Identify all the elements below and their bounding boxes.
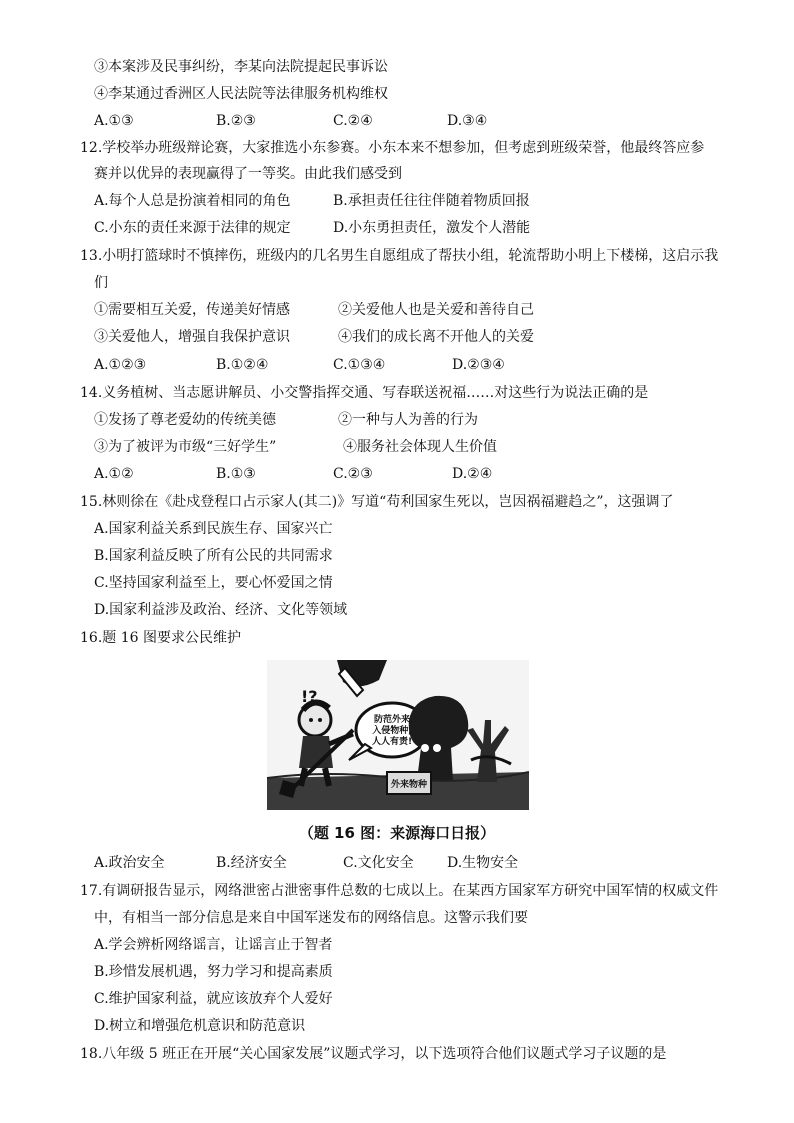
q14-option-b: B.①③ [216, 466, 256, 482]
q11-option-c: C.②④ [333, 113, 373, 129]
q18-stem: 18.八年级 5 班正在开展“关心国家发展”议题式学习，以下选项符合他们议题式学习子议题的是 [80, 1046, 667, 1062]
exclaim-question-mark: !? [301, 687, 318, 706]
q12-option-a: A.每个人总是扮演着相同的角色 [94, 193, 291, 209]
q14-statement-4: ④服务社会体现人生价值 [343, 439, 497, 455]
cartoon-illustration [267, 660, 529, 810]
q14-option-c: C.②③ [333, 466, 373, 482]
statement-4: ④李某通过香洲区人民法院等法律服务机构维权 [94, 86, 388, 102]
q13-statement-3: ③关爱他人，增强自我保护意识 [94, 329, 290, 345]
q11-option-b: B.②③ [216, 113, 256, 129]
statement-3: ③本案涉及民事纠纷，李某向法院提起民事诉讼 [94, 59, 388, 75]
q14-stem: 14.义务植树、当志愿讲解员、小交警指挥交通、写春联送祝福……对这些行为说法正确的是 [80, 385, 649, 401]
box-label: 外来物种 [390, 780, 428, 790]
q13-stem-line2: 们 [94, 275, 108, 291]
q11-option-d: D.③④ [447, 113, 488, 129]
q16-figure-caption: （题 16 图：来源海口日报） [298, 824, 496, 842]
q12-option-b: B.承担责任往往伴随着物质回报 [333, 193, 530, 209]
q13-option-d: D.②③④ [452, 357, 505, 373]
q14-statement-1: ①发扬了尊老爱幼的传统美德 [94, 412, 276, 428]
q14-option-a: A.①② [94, 466, 134, 482]
q14-statement-2: ②一种与人为善的行为 [338, 412, 478, 428]
q14-statement-3: ③为了被评为市级“三好学生” [94, 439, 277, 455]
q16-option-d: D.生物安全 [447, 855, 519, 871]
q17-option-d: D.树立和增强危机意识和防范意识 [94, 1018, 306, 1034]
q17-stem-line1: 17.有调研报告显示，网络泄密占泄密事件总数的七成以上。在某西方国家军方研究中国军情的权威文件 [80, 883, 719, 899]
q13-statement-2: ②关爱他人也是关爱和善待自己 [338, 302, 534, 318]
q16-option-a: A.政治安全 [94, 855, 165, 871]
q13-option-c: C.①③④ [333, 357, 386, 373]
q12-option-c: C.小东的责任来源于法律的规定 [94, 220, 291, 236]
q16-option-c: C.文化安全 [343, 855, 414, 871]
bubble-line2: 入侵物种, [372, 726, 412, 736]
bubble-line3: 人人有责! [371, 737, 413, 747]
q15-option-a: A.国家利益关系到民族生存、国家兴亡 [94, 521, 333, 537]
q15-option-d: D.国家利益涉及政治、经济、文化等领域 [94, 602, 348, 618]
q12-option-d: D.小东勇担责任，激发个人潜能 [333, 220, 531, 236]
q15-option-b: B.国家利益反映了所有公民的共同需求 [94, 548, 333, 564]
q12-stem-line2: 赛并以优异的表现赢得了一等奖。由此我们感受到 [94, 166, 402, 182]
q17-option-b: B.珍惜发展机遇，努力学习和提高素质 [94, 964, 333, 980]
q12-stem-line1: 12.学校举办班级辩论赛，大家推选小东参赛。小东本来不想参加，但考虑到班级荣誉，他最终答应参 [80, 140, 705, 156]
q17-option-a: A.学会辨析网络谣言，让谣言止于智者 [94, 937, 333, 953]
q11-option-a: A.①③ [94, 113, 134, 129]
q16-option-b: B.经济安全 [216, 855, 287, 871]
q17-option-c: C.维护国家利益，就应该放弃个人爱好 [94, 991, 333, 1007]
q13-option-b: B.①②④ [216, 357, 269, 373]
q13-statement-4: ④我们的成长离不开他人的关爱 [338, 329, 534, 345]
q14-option-d: D.②④ [452, 466, 493, 482]
q15-stem: 15.林则徐在《赴戍登程口占示家人(其二)》写道“苟利国家生死以，岂因祸福避趋之”，这强调了 [80, 494, 674, 510]
q13-statement-1: ①需要相互关爱，传递美好情感 [94, 302, 290, 318]
q15-option-c: C.坚持国家利益至上，要心怀爱国之情 [94, 575, 333, 591]
bubble-line1: 防范外来 [373, 715, 411, 725]
q16-stem: 16.题 16 图要求公民维护 [80, 630, 241, 646]
q16-cartoon-figure [267, 660, 529, 810]
q13-option-a: A.①②③ [94, 357, 147, 373]
q13-stem-line1: 13.小明打篮球时不慎摔伤，班级内的几名男生自愿组成了帮扶小组，轮流帮助小明上下楼梯，这启示我 [80, 248, 719, 264]
q17-stem-line2: 中，有相当一部分信息是来自中国军迷发布的网络信息。这警示我们要 [94, 910, 528, 926]
